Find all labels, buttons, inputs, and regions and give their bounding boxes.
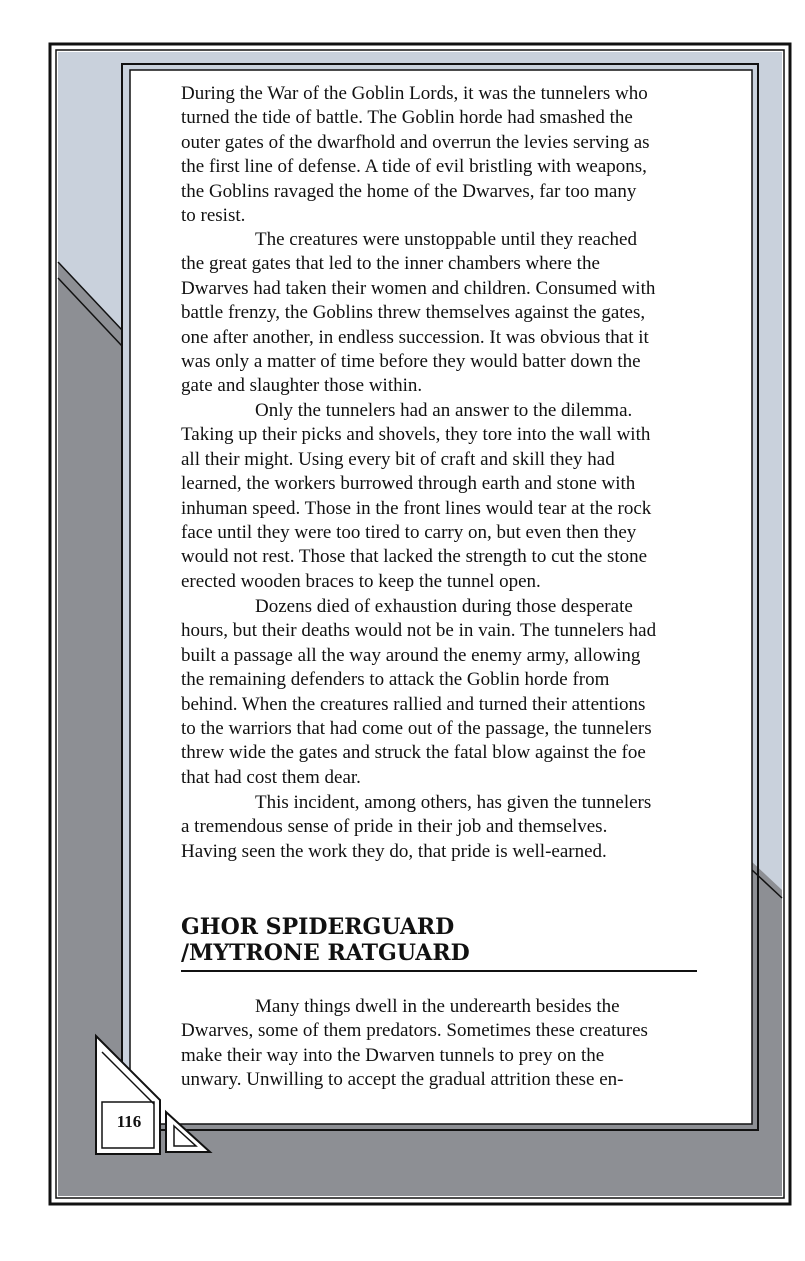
body-paragraph-2: The creatures were unstoppable until they reached the great gates that led to the inner chambers where the Dwarves had taken their women and children. Consumed with battle frenzy, the Goblins threw themselves against the gates, one after another, in endless succession. It was obvious that it was only a matter of time before they would batter down the gate and slaughter those within. xyxy=(181,229,656,397)
body-paragraph-3: Only the tunnelers had an answer to the dilemma. Taking up their picks and shovels, they tore into the wall with all their might. Using every bit of craft and skill they had learned, the workers burrowed through earth and stone with inhuman speed. Those in the front lines would tear at the rock face until they were too tired to carry on, but even then they would not rest. Those that lacked the strength to cut the stone erected wooden braces to keep the tunnel open. xyxy=(181,400,652,592)
body-paragraph-5: This incident, among others, has given the tunnelers a tremendous sense of pride in their job and themselves. Having seen the work they do, that pride is well-earned. xyxy=(181,792,652,862)
page-number: 116 xyxy=(116,1112,142,1131)
section-paragraph: Many things dwell in the underearth besides the Dwarves, some of them predators. Sometimes these creatures make their way into the Dwarven tunnels to prey on the unwary. Unwilling to accept the gradual attrition these en- xyxy=(181,996,648,1091)
body-paragraph-4: Dozens died of exhaustion during those desperate hours, but their deaths would not be in vain. The tunnelers had built a passage all the way around the enemy army, allowing the remaining defenders to attack the Goblin horde from behind. When the creatures rallied and turned their attentions to the warriors that had come out of the passage, the tunnelers threw wide the gates and struck the fatal blow against the foe that had cost them dear. xyxy=(181,596,657,788)
body-paragraph-1: During the War of the Goblin Lords, it was the tunnelers who turned the tide of battle. The Goblin horde had smashed the outer gates of the dwarfhold and overrun the levies serving as the first line of defense. A tide of evil bristling with weapons, the Goblins ravaged the home of the Dwarves, far too many to resist. xyxy=(181,83,650,227)
section-title-underline xyxy=(181,970,697,972)
text-panel xyxy=(136,76,744,1116)
section-title: GHOR SPIDERGUARD /MYTRONE RATGUARD xyxy=(181,914,470,966)
